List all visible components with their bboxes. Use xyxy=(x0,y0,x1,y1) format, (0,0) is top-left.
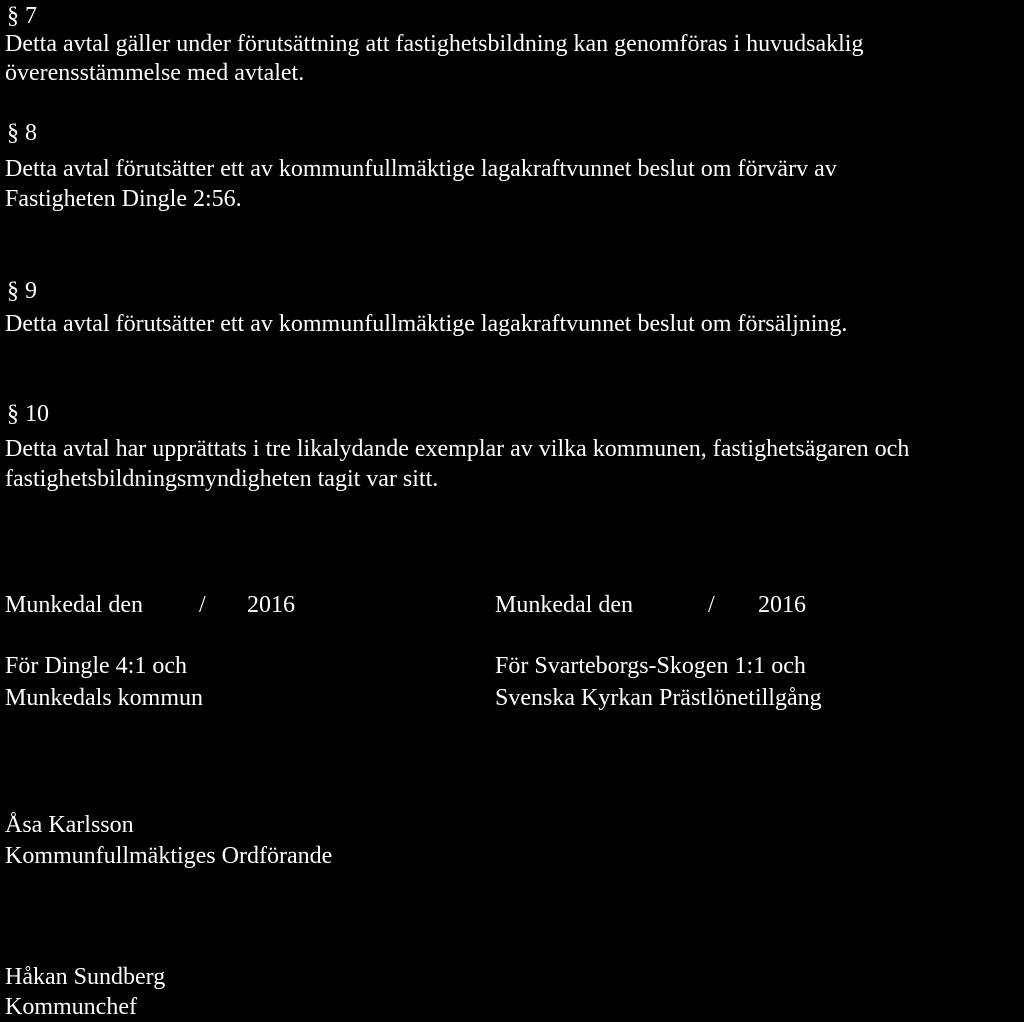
right-party-line-1: För Svarteborgs-Skogen 1:1 och xyxy=(495,653,806,679)
left-year: 2016 xyxy=(247,592,295,618)
left-place-date: Munkedal den xyxy=(5,592,143,618)
section-7-text-line-2: överensstämmelse med avtalet. xyxy=(5,60,305,86)
section-9-text-line-1: Detta avtal förutsätter ett av kommunfullmäktige lagakraftvunnet beslut om försäljning. xyxy=(5,311,848,337)
right-place-date: Munkedal den xyxy=(495,592,633,618)
right-party-line-2: Svenska Kyrkan Prästlönetillgång xyxy=(495,685,822,711)
left-date-slash: / xyxy=(199,592,206,618)
section-10-number: § 10 xyxy=(7,401,49,427)
section-10-text-line-2: fastighetsbildningsmyndigheten tagit var sitt. xyxy=(5,466,439,492)
section-7-text-line-1: Detta avtal gäller under förutsättning att fastighetsbildning kan genomföras i huvudsaklig xyxy=(5,31,864,57)
signatory-2-title: Kommunchef xyxy=(5,994,137,1020)
section-8-number: § 8 xyxy=(7,120,37,146)
right-date-slash: / xyxy=(708,592,715,618)
section-8-text-line-1: Detta avtal förutsätter ett av kommunfullmäktige lagakraftvunnet beslut om förvärv av xyxy=(5,156,837,182)
section-7-number: § 7 xyxy=(7,3,37,29)
signatory-1-name: Åsa Karlsson xyxy=(5,812,134,838)
right-year: 2016 xyxy=(758,592,806,618)
section-10-text-line-1: Detta avtal har upprättats i tre likalydande exemplar av vilka kommunen, fastighetsägaren och xyxy=(5,436,910,462)
section-9-number: § 9 xyxy=(7,278,37,304)
signatory-2-name: Håkan Sundberg xyxy=(5,964,166,990)
signatory-1-title: Kommunfullmäktiges Ordförande xyxy=(5,843,333,869)
left-party-line-1: För Dingle 4:1 och xyxy=(5,653,187,679)
section-8-text-line-2: Fastigheten Dingle 2:56. xyxy=(5,186,242,212)
left-party-line-2: Munkedals kommun xyxy=(5,685,203,711)
